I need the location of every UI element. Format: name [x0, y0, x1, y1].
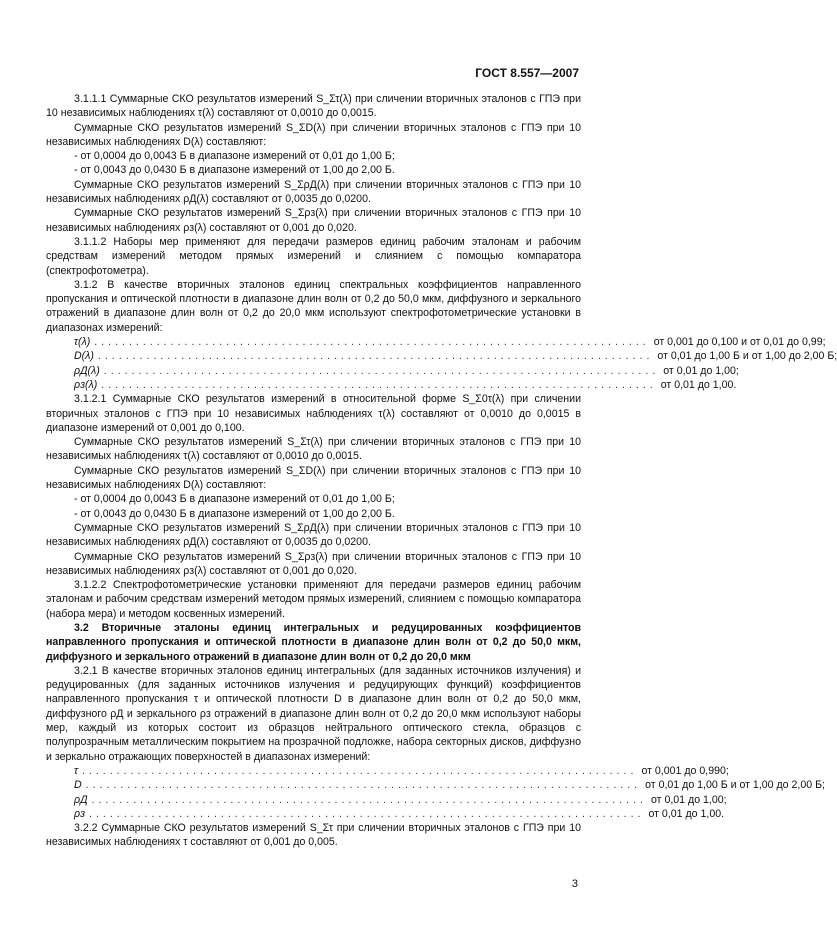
- document-body: [46, 92, 837, 850]
- paragraph: 3.2.2 Суммарные СКО результатов измерений S_Στ при сличении вторичных эталонов с ГПЭ при 10 независимых наблюдениях τ составляют от 0,001 до 0,005.: [46, 822, 581, 849]
- dot-leader: ................................................................................: [103, 364, 660, 377]
- page-number: 3: [571, 878, 578, 890]
- paragraph: 3.1.2.2 Спектрофотометрические установки применяют для передачи размеров единиц рабочим эталонам и рабочим средствам измерений методом прямых измерений, слиянием с помощью компаратора (набора мера) и методом косвенных измерений.: [46, 579, 581, 620]
- standard-header: ГОСТ 8.557—2007: [475, 66, 579, 80]
- range-symbol: ρз(λ): [74, 378, 98, 391]
- dot-leader: ................................................................................: [94, 336, 650, 349]
- range-value: от 0,001 до 0,990;: [641, 764, 729, 777]
- paragraph: - от 0,0043 до 0,0430 Б в диапазоне измерений от 1,00 до 2,00 Б.: [74, 507, 395, 520]
- range-symbol: ρД: [74, 793, 88, 806]
- range-row: [46, 793, 727, 807]
- range-symbol: τ(λ): [74, 336, 91, 349]
- range-value: от 0,01 до 1,00 Б и от 1,00 до 2,00 Б;: [657, 350, 837, 363]
- range-row: [46, 764, 729, 778]
- paragraph: Суммарные СКО результатов измерений S_ΣρД(λ) при сличении вторичных эталонов с ГПЭ при 10 независимых наблюдениях ρД(λ) составляют от 0,0035 до 0,0200.: [46, 521, 581, 549]
- dot-leader: ................................................................................: [89, 807, 645, 820]
- range-value: от 0,01 до 1,00.: [660, 378, 737, 391]
- dot-leader: ................................................................................: [81, 764, 638, 777]
- paragraph: 3.1.1.1 Суммарные СКО результатов измерений S_Στ(λ) при сличении вторичных эталонов с ГПЭ при 10 независимых наблюдениях τ(λ) составляют от 0,0010 до 0,0015.: [46, 93, 581, 120]
- paragraph: 3.1.2.1 Суммарные СКО результатов измерений в относительной форме S_Σ0τ(λ) при сличении вторичных эталонов с ГПЭ при 10 независимых наблюдениях τ(λ) составляют от 0,0010 до 0,0015 в диапазоне измерений от 0,001 до 0,100.: [46, 393, 581, 434]
- paragraph: 3.1.1.2 Наборы мер применяют для передачи размеров единиц рабочим эталонам и рабочим средствам измерений методом прямых измерений и слиянием с помощью компаратора (спектрофотометра).: [46, 235, 581, 277]
- range-value: от 0,01 до 1,00.: [648, 807, 725, 820]
- paragraph: Суммарные СКО результатов измерений S_ΣD(λ) при сличении вторичных эталонов с ГПЭ при 10 независимых наблюдениях D(λ) составляют:: [46, 121, 581, 148]
- paragraph: 3.2 Вторичные эталоны единиц интегральных и редуцированных коэффициентов направленного пропускания и оптической плотности в диапазоне длин волн от 0,2 до 50,0 мкм, диффузного и зеркального отражений в диапазоне длин волн от 0,2 до 20,0 мкм: [46, 621, 581, 663]
- paragraph: - от 0,0043 до 0,0430 Б в диапазоне измерений от 1,00 до 2,00 Б.: [74, 164, 395, 177]
- paragraph: 3.1.2 В качестве вторичных эталонов единиц спектральных коэффициентов направленного пропускания и оптической плотности в диапазоне длин волн от 0,2 до 50,0 мкм, диффузного и зеркального отражений в диапазоне длин волн от 0,2 до 20,0 мкм используют спектрофотометрические установки в диапазонах измерений:: [46, 278, 581, 334]
- paragraph: - от 0,0004 до 0,0043 Б в диапазоне измерений от 0,01 до 1,00 Б;: [74, 493, 395, 506]
- paragraph: Суммарные СКО результатов измерений S_ΣρД(λ) при сличении вторичных эталонов с ГПЭ при 10 независимых наблюдениях ρД(λ) составляют от 0,0035 до 0,0200.: [46, 178, 581, 206]
- paragraph: Суммарные СКО результатов измерений S_Στ(λ) при сличении вторичных эталонов с ГПЭ при 10 независимых наблюдениях τ(λ) составляют от 0,0010 до 0,0015.: [46, 436, 581, 463]
- dot-leader: ................................................................................: [97, 350, 654, 363]
- range-value: от 0,01 до 1,00;: [663, 364, 739, 377]
- dot-leader: ................................................................................: [91, 793, 647, 806]
- paragraph: Суммарные СКО результатов измерений S_Σρз(λ) при сличении вторичных эталонов с ГПЭ при 10 независимых наблюдениях ρз(λ) составляют от 0,001 до 0,020.: [46, 550, 581, 577]
- paragraph: 3.2.1 В качестве вторичных эталонов единиц интегральных (для заданных источников излучения) и редуцированных (для заданных источников излучения и редуцирующих функций) коэффициентов направленного пропускания τ и оптической плотности D в диапазоне длин волн от 0,2 до 50,0 мкм, диффузного ρД и зеркального ρз отражений в диапазоне длин волн от 0,2 до 20,0 мкм используют наборы мер, каждый из которых состоит из образцов нейтрального оптического стекла, образцов с полупрозрачным металлическим покрытием на прозрачной подложке, набора секторных дисков, диффузно и зеркально отражающих поверхностей в диапазонах измерений:: [46, 664, 581, 763]
- range-value: от 0,001 до 0,100 и от 0,01 до 0,99;: [653, 336, 826, 349]
- paragraph: Суммарные СКО результатов измерений S_ΣD(λ) при сличении вторичных эталонов с ГПЭ при 10 независимых наблюдениях D(λ) составляют:: [46, 464, 581, 492]
- range-symbol: D(λ): [74, 350, 94, 363]
- range-row: [46, 378, 737, 392]
- range-row: [46, 364, 739, 378]
- paragraph: - от 0,0004 до 0,0043 Б в диапазоне измерений от 0,01 до 1,00 Б;: [74, 150, 395, 163]
- range-row: [46, 778, 825, 792]
- range-symbol: τ: [74, 764, 78, 777]
- range-symbol: ρз: [74, 807, 85, 820]
- dot-leader: ................................................................................: [85, 779, 642, 792]
- range-row: [46, 349, 837, 363]
- range-symbol: ρД(λ): [74, 364, 100, 377]
- range-symbol: D: [74, 779, 82, 792]
- dot-leader: ................................................................................: [101, 378, 657, 391]
- range-value: от 0,01 до 1,00;: [651, 793, 727, 806]
- range-row: [46, 807, 725, 821]
- paragraph: Суммарные СКО результатов измерений S_Σρз(λ) при сличении вторичных эталонов с ГПЭ при 10 независимых наблюдениях ρз(λ) составляют от 0,001 до 0,020.: [46, 207, 581, 234]
- range-row: [46, 335, 826, 349]
- range-value: от 0,01 до 1,00 Б и от 1,00 до 2,00 Б;: [645, 779, 825, 792]
